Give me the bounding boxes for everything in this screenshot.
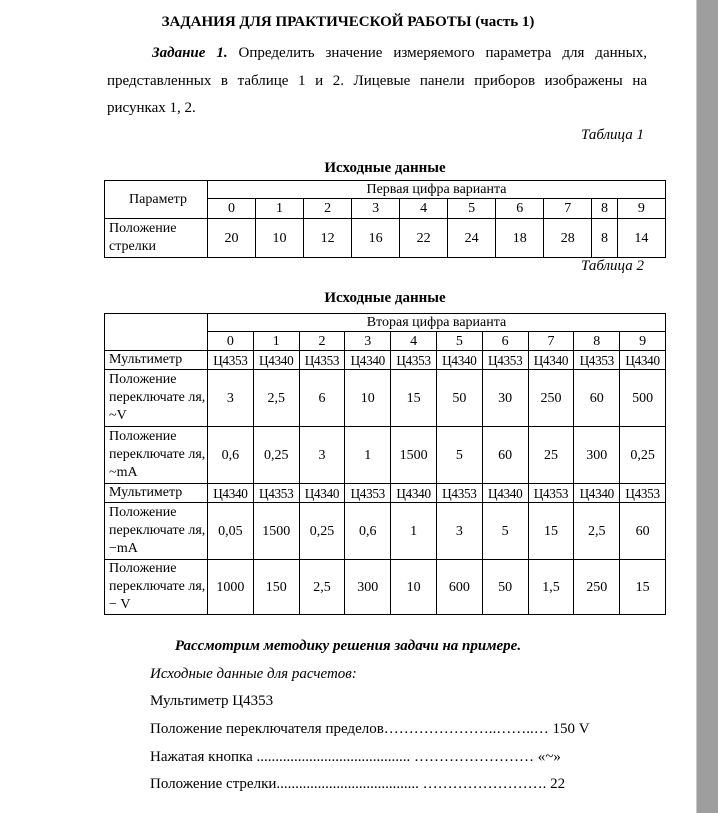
page-title: ЗАДАНИЯ ДЛЯ ПРАКТИЧЕСКОЙ РАБОТЫ (часть 1) xyxy=(161,14,535,30)
digit-header: 8 xyxy=(592,199,618,219)
line-label: Положение переключателя пределов xyxy=(150,721,384,737)
value-cell: 0,6 xyxy=(345,503,391,560)
row-label: Положение переключате ля, ~mA xyxy=(105,427,208,484)
value-cell: 2,5 xyxy=(299,560,345,615)
value-cell: 600 xyxy=(436,560,482,615)
table-row xyxy=(105,484,666,503)
row-label: Положение стрелки xyxy=(105,219,208,258)
value-cell: 300 xyxy=(574,427,620,484)
line-value: 22 xyxy=(550,776,566,792)
value-cell: 5 xyxy=(482,503,528,560)
value-cell: 24 xyxy=(448,219,496,258)
task-text: Определить значение измеряемого параметра для данных, представленных в таблице 1 и 2. Лицевые панели приборов изображены на рисунках 1, 2. xyxy=(107,45,647,116)
subheading-text: Исходные данные для расчетов: xyxy=(150,666,357,682)
value-cell: 60 xyxy=(620,503,666,560)
value-cell: 6 xyxy=(299,370,345,427)
value-cell: 1500 xyxy=(253,503,299,560)
example-heading: Рассмотрим методику решения задачи на примере. xyxy=(174,638,522,654)
value-cell: Ц4340 xyxy=(528,351,574,370)
digit-header: 0 xyxy=(208,332,254,351)
value-cell: 30 xyxy=(482,370,528,427)
value-cell: 22 xyxy=(400,219,448,258)
digit-header: 1 xyxy=(256,199,304,219)
value-cell: 60 xyxy=(574,370,620,427)
line-label: Нажатая кнопка xyxy=(150,748,257,765)
value-cell: Ц4353 xyxy=(253,484,299,503)
line-value: «~» xyxy=(537,748,561,765)
value-cell: 15 xyxy=(391,370,437,427)
value-cell: 16 xyxy=(352,219,400,258)
digit-header: 3 xyxy=(352,199,400,219)
value-cell: Ц4340 xyxy=(482,484,528,503)
digit-header: 5 xyxy=(436,332,482,351)
value-cell: 300 xyxy=(345,560,391,615)
line-value: 150 V xyxy=(552,721,590,737)
value-cell: 60 xyxy=(482,427,528,484)
example-line xyxy=(150,776,565,793)
value-cell: Ц4353 xyxy=(391,351,437,370)
digit-header: 2 xyxy=(299,332,345,351)
value-cell: 25 xyxy=(528,427,574,484)
group-header: Первая цифра варианта xyxy=(208,181,666,199)
task-paragraph xyxy=(107,40,647,123)
digit-header: 4 xyxy=(391,332,437,351)
digit-header: 6 xyxy=(496,199,544,219)
value-cell: 18 xyxy=(496,219,544,258)
value-cell: 0,25 xyxy=(620,427,666,484)
value-cell: 8 xyxy=(592,219,618,258)
table1-caption: Таблица 1 xyxy=(581,127,644,143)
value-cell: 250 xyxy=(528,370,574,427)
group-header: Вторая цифра варианта xyxy=(208,314,666,332)
value-cell: Ц4340 xyxy=(299,484,345,503)
line-dots: ...................................... ……………………. xyxy=(276,776,551,792)
table-row xyxy=(105,427,666,484)
value-cell: 10 xyxy=(345,370,391,427)
digit-header: 8 xyxy=(574,332,620,351)
value-cell: 10 xyxy=(391,560,437,615)
digit-header: 6 xyxy=(482,332,528,351)
value-cell: 15 xyxy=(620,560,666,615)
value-cell: 50 xyxy=(482,560,528,615)
value-cell: 3 xyxy=(299,427,345,484)
value-cell: 15 xyxy=(528,503,574,560)
value-cell: 1 xyxy=(391,503,437,560)
value-cell: 10 xyxy=(256,219,304,258)
value-cell: Ц4340 xyxy=(253,351,299,370)
digit-header: 7 xyxy=(528,332,574,351)
table2-heading: Исходные данные xyxy=(324,290,446,306)
line-dots: ......................................... …………………… xyxy=(256,748,538,765)
table-row xyxy=(105,560,666,615)
digit-header: 4 xyxy=(400,199,448,219)
table-row xyxy=(105,503,666,560)
table2-caption: Таблица 2 xyxy=(581,258,644,274)
value-cell: Ц4353 xyxy=(574,351,620,370)
row-label: Мультиметр xyxy=(105,484,208,503)
value-cell: 50 xyxy=(436,370,482,427)
digit-header: 2 xyxy=(304,199,352,219)
value-cell: 12 xyxy=(304,219,352,258)
value-cell: 0,6 xyxy=(208,427,254,484)
digit-header: 9 xyxy=(617,199,665,219)
table-row xyxy=(105,370,666,427)
digit-header: 7 xyxy=(544,199,592,219)
row-label: Положение переключате ля, −mA xyxy=(105,503,208,560)
value-cell: 150 xyxy=(253,560,299,615)
empty-header xyxy=(105,314,208,351)
line-dots: …………………..……..… xyxy=(383,721,553,737)
table-row xyxy=(105,351,666,370)
table-header-row xyxy=(105,181,666,199)
value-cell: 250 xyxy=(574,560,620,615)
digit-header: 1 xyxy=(253,332,299,351)
task-label: Задание 1. xyxy=(152,45,228,61)
value-cell: Ц4353 xyxy=(482,351,528,370)
value-cell: Ц4353 xyxy=(299,351,345,370)
value-cell: Ц4340 xyxy=(436,351,482,370)
digit-header: 9 xyxy=(620,332,666,351)
value-cell: Ц4353 xyxy=(345,484,391,503)
digit-header: 3 xyxy=(345,332,391,351)
line-label: Положение стрелки xyxy=(150,776,277,792)
value-cell: Ц4340 xyxy=(620,351,666,370)
value-cell: 1000 xyxy=(208,560,254,615)
table-header-row xyxy=(105,314,666,332)
table1-heading: Исходные данные xyxy=(324,160,446,176)
table-row xyxy=(105,219,666,258)
value-cell: Ц4340 xyxy=(345,351,391,370)
value-cell: 0,25 xyxy=(253,427,299,484)
digit-header: 5 xyxy=(448,199,496,219)
row-label: Положение переключате ля, ~V xyxy=(105,370,208,427)
digit-header: 0 xyxy=(208,199,256,219)
value-cell: 14 xyxy=(617,219,665,258)
value-cell: Ц4340 xyxy=(574,484,620,503)
value-cell: Ц4353 xyxy=(528,484,574,503)
value-cell: Ц4353 xyxy=(620,484,666,503)
value-cell: 500 xyxy=(620,370,666,427)
example-line xyxy=(150,721,590,738)
value-cell: 1500 xyxy=(391,427,437,484)
value-cell: 3 xyxy=(208,370,254,427)
row-label: Мультиметр xyxy=(105,351,208,370)
value-cell: 20 xyxy=(208,219,256,258)
value-cell: Ц4340 xyxy=(208,484,254,503)
value-cell: Ц4340 xyxy=(391,484,437,503)
value-cell: 0,05 xyxy=(208,503,254,560)
table1 xyxy=(104,180,666,258)
example-multimeter: Мультиметр Ц4353 xyxy=(150,693,274,709)
value-cell: 2,5 xyxy=(253,370,299,427)
param-header: Параметр xyxy=(105,181,208,219)
example-subheading xyxy=(150,666,357,683)
value-cell: Ц4353 xyxy=(436,484,482,503)
value-cell: 28 xyxy=(544,219,592,258)
value-cell: Ц4353 xyxy=(208,351,254,370)
example-line xyxy=(150,749,561,766)
table2 xyxy=(104,313,666,615)
value-cell: 2,5 xyxy=(574,503,620,560)
value-cell: 1,5 xyxy=(528,560,574,615)
value-cell: 5 xyxy=(436,427,482,484)
value-cell: 3 xyxy=(436,503,482,560)
value-cell: 0,25 xyxy=(299,503,345,560)
row-label: Положение переключате ля, − V xyxy=(105,560,208,615)
value-cell: 1 xyxy=(345,427,391,484)
